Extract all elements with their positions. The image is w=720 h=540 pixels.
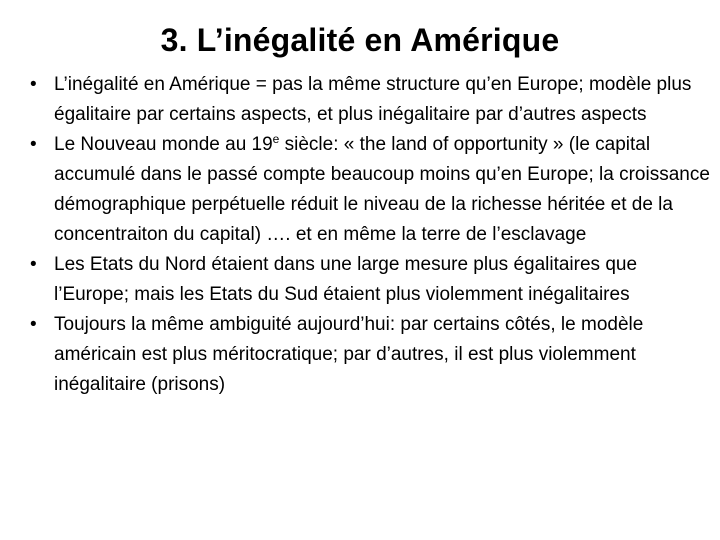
- bullet-text: Les Etats du Nord étaient dans une large mesure plus égalitaires que l’Europe; mais les Etats du Sud étaient plus violemment inégalitaires: [54, 254, 638, 305]
- bullet-marker: •: [30, 314, 37, 335]
- bullet-text-before: Le Nouveau monde au 19: [54, 134, 273, 155]
- slide-title: 3. L’inégalité en Amérique: [160, 22, 560, 58]
- ordinal-superscript: e: [272, 132, 280, 146]
- bullet-marker: •: [30, 74, 37, 95]
- bullet-item-4: [30, 310, 710, 400]
- bullet-item-2: [30, 130, 710, 250]
- bullet-text: L’inégalité en Amérique = pas la même structure qu’en Europe; modèle plus égalitaire par certains aspects, et plus inégalitaire par d’autres aspects: [54, 74, 692, 125]
- bullet-text-after: siècle: « the land of opportunity » (le capital accumulé dans le passé compte beaucoup moins qu’en Europe; la croissance démographique perpétuelle réduit le niveau de la richesse héritée et de la concentraiton du capital) …. et en même la terre de l’esclavage: [54, 134, 710, 245]
- bullet-marker: •: [30, 254, 37, 275]
- bullet-list: [30, 70, 710, 400]
- bullet-item-1: [30, 70, 710, 130]
- bullet-item-3: [30, 250, 710, 310]
- bullet-text: Toujours la même ambiguité aujourd’hui: par certains côtés, le modèle américain est plus méritocratique; par d’autres, il est plus violemment inégalitaire (prisons): [54, 314, 644, 395]
- bullet-marker: •: [30, 134, 37, 155]
